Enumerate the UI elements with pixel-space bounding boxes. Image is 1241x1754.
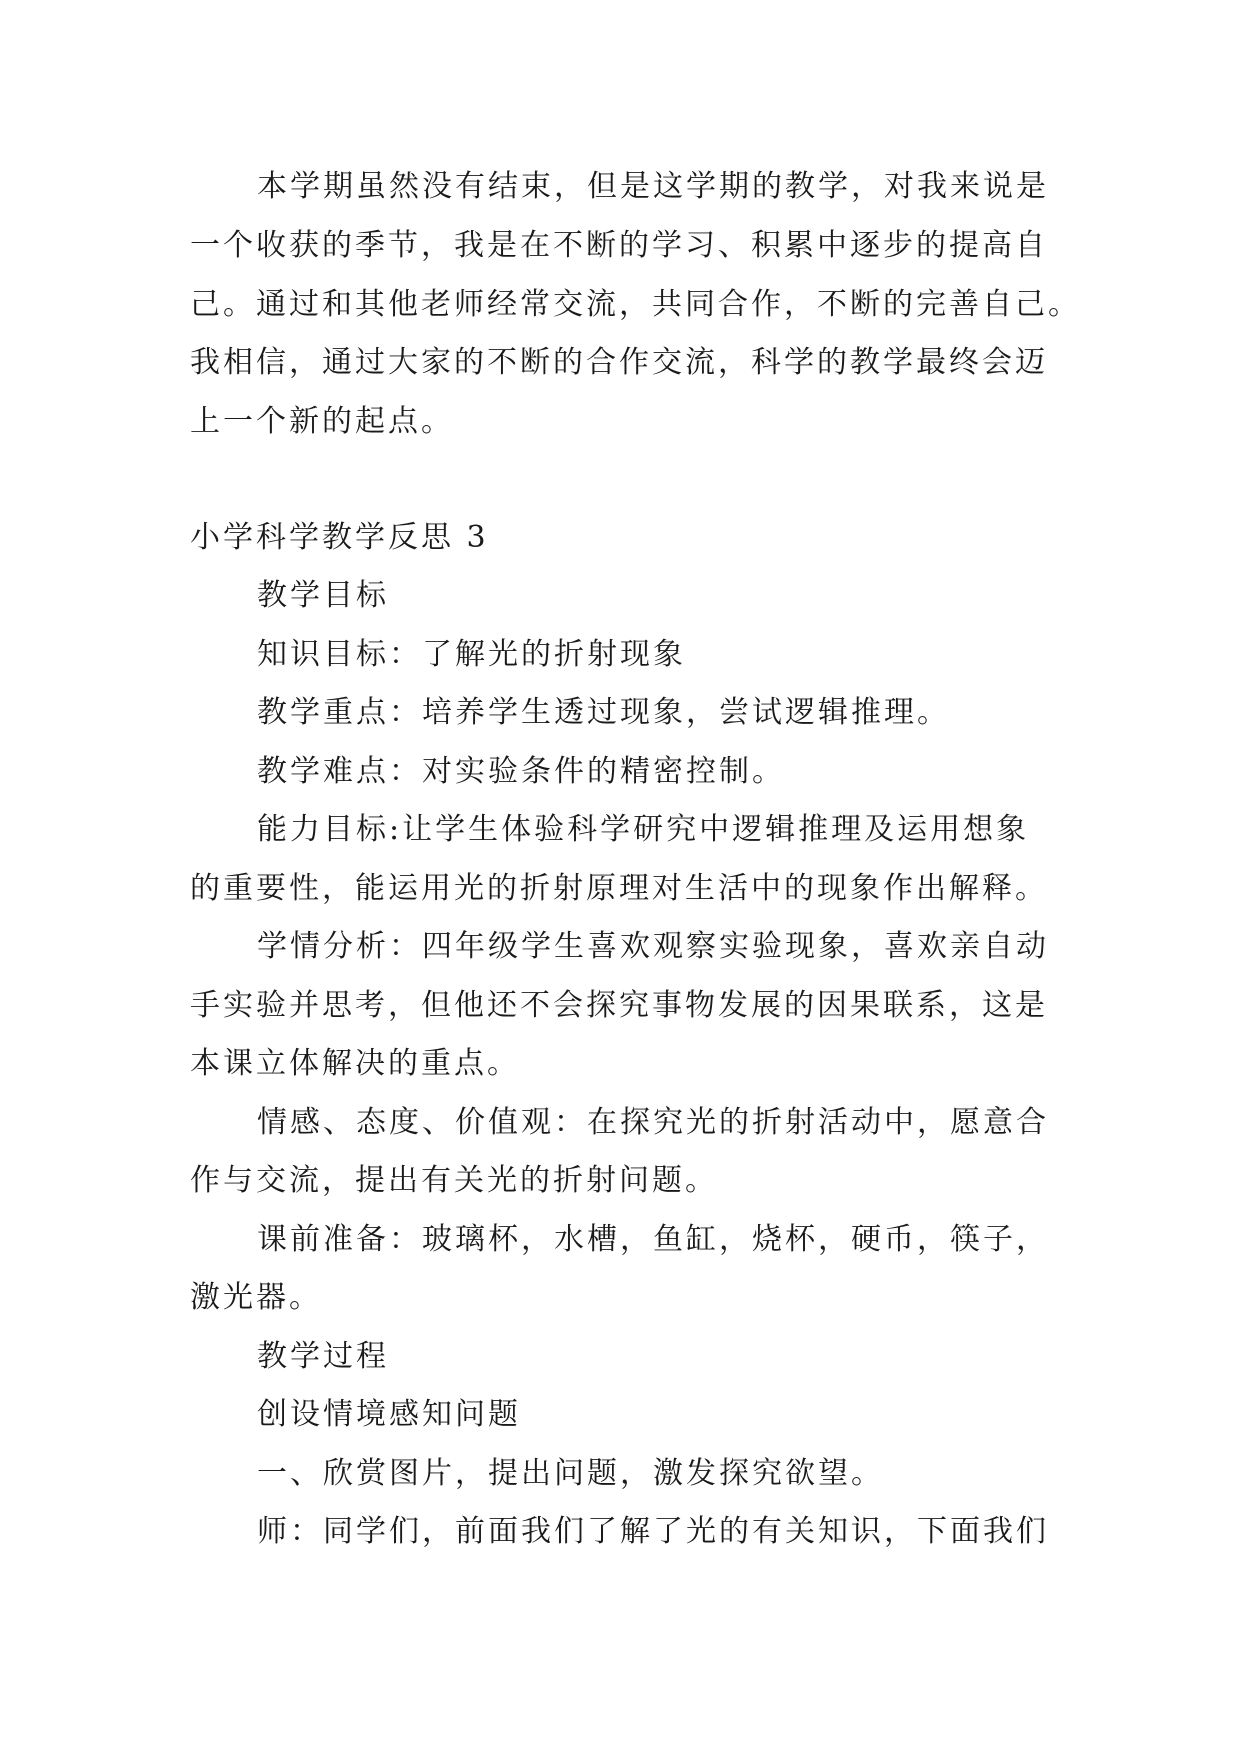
knowledge-goal: 知识目标：了解光的折射现象 xyxy=(257,637,686,672)
emotion-goal-line-2: 作与交流，提出有关光的折射问题。 xyxy=(190,1163,718,1198)
heading-teaching-goals: 教学目标 xyxy=(257,578,389,613)
student-analysis-line-1: 学情分析：四年级学生喜欢观察实验现象，喜欢亲自动 xyxy=(257,929,1049,964)
paragraph-line-4: 我相信，通过大家的不断的合作交流，科学的教学最终会迈 xyxy=(190,345,1048,380)
paragraph-line-1: 本学期虽然没有结束，但是这学期的教学，对我来说是 xyxy=(257,169,1049,204)
paragraph-line-5: 上一个新的起点。 xyxy=(190,404,454,439)
process-step-1: 一、欣赏图片，提出问题，激发探究欲望。 xyxy=(257,1456,884,1491)
preparation-line-2: 激光器。 xyxy=(190,1280,322,1315)
paragraph-line-3: 己。通过和其他老师经常交流，共同合作，不断的完善自己。 xyxy=(190,287,1081,322)
paragraph-line-2: 一个收获的季节，我是在不断的学习、积累中逐步的提高自 xyxy=(190,228,1048,263)
teaching-difficulty: 教学难点：对实验条件的精密控制。 xyxy=(257,754,785,789)
preparation-line-1: 课前准备：玻璃杯，水槽，鱼缸，烧杯，硬币，筷子， xyxy=(257,1222,1049,1257)
ability-goal-line-1: 能力目标:让学生体验科学研究中逻辑推理及运用想象 xyxy=(257,812,1030,847)
teacher-dialogue: 师：同学们，前面我们了解了光的有关知识，下面我们 xyxy=(257,1514,1049,1549)
teaching-focus: 教学重点：培养学生透过现象，尝试逻辑推理。 xyxy=(257,695,950,730)
heading-teaching-process: 教学过程 xyxy=(257,1339,389,1374)
section-title: 小学科学教学反思 3 xyxy=(190,520,489,555)
ability-goal-line-2: 的重要性，能运用光的折射原理对生活中的现象作出解释。 xyxy=(190,871,1048,906)
student-analysis-line-3: 本课立体解决的重点。 xyxy=(190,1046,520,1081)
emotion-goal-line-1: 情感、态度、价值观：在探究光的折射活动中，愿意合 xyxy=(257,1105,1049,1140)
student-analysis-line-2: 手实验并思考，但他还不会探究事物发展的因果联系，这是 xyxy=(190,988,1048,1023)
process-step-title: 创设情境感知问题 xyxy=(257,1397,521,1432)
